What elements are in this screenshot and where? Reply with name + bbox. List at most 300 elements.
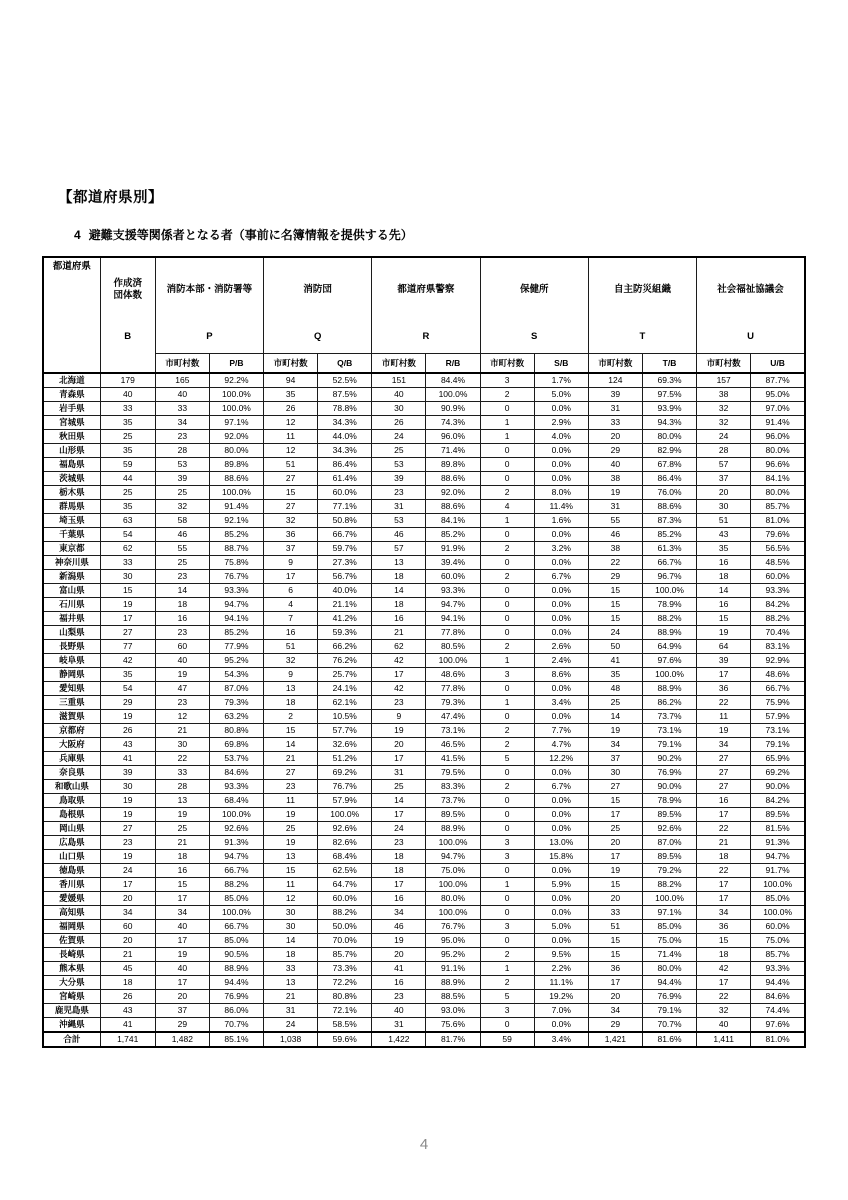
value-cell: 0 [480, 527, 534, 541]
value-cell: 91.4% [209, 499, 263, 513]
value-cell: 25 [155, 485, 209, 499]
prefecture-name: 北海道 [43, 373, 100, 388]
table-row [43, 1003, 805, 1017]
value-cell: 32.6% [318, 737, 372, 751]
value-cell: 0 [480, 891, 534, 905]
value-cell: 92.0% [426, 485, 480, 499]
value-cell: 20 [588, 835, 642, 849]
value-cell: 24 [372, 429, 426, 443]
prefecture-name: 東京都 [43, 541, 100, 555]
table-row [43, 541, 805, 555]
value-cell: 18 [372, 597, 426, 611]
value-cell: 28 [155, 779, 209, 793]
value-cell: 95.0% [426, 933, 480, 947]
value-cell: 42 [100, 653, 155, 667]
value-cell: 9.5% [534, 947, 588, 961]
value-cell: 88.6% [426, 471, 480, 485]
value-cell: 100.0% [209, 807, 263, 821]
value-cell: 11 [264, 877, 318, 891]
value-cell: 1,421 [588, 1032, 642, 1047]
heading-number: 4 [74, 228, 81, 242]
table-row [43, 751, 805, 765]
prefecture-name: 和歌山県 [43, 779, 100, 793]
value-cell: 75.0% [426, 863, 480, 877]
value-cell: 42 [372, 653, 426, 667]
value-cell: 33 [155, 401, 209, 415]
table-row [43, 821, 805, 835]
value-cell: 18 [155, 597, 209, 611]
prefecture-name: 岐阜県 [43, 653, 100, 667]
value-cell: 29 [588, 1017, 642, 1032]
value-cell: 39 [155, 471, 209, 485]
value-cell: 21 [264, 751, 318, 765]
value-cell: 51.2% [318, 751, 372, 765]
value-cell: 0.0% [534, 457, 588, 471]
value-cell: 0 [480, 821, 534, 835]
table-row [43, 639, 805, 653]
value-cell: 15 [588, 597, 642, 611]
value-cell: 88.5% [426, 989, 480, 1003]
table-row [43, 863, 805, 877]
value-cell: 0 [480, 863, 534, 877]
value-cell: 27 [697, 765, 751, 779]
value-cell: 84.4% [426, 373, 480, 388]
value-cell: 93.3% [426, 583, 480, 597]
value-cell: 66.7% [642, 555, 696, 569]
prefecture-name: 山口県 [43, 849, 100, 863]
value-cell: 80.8% [318, 989, 372, 1003]
value-cell: 5.0% [534, 919, 588, 933]
value-cell: 76.7% [209, 569, 263, 583]
value-cell: 93.9% [642, 401, 696, 415]
prefecture-name: 広島県 [43, 835, 100, 849]
value-cell: 16 [155, 611, 209, 625]
value-cell: 2.2% [534, 961, 588, 975]
value-cell: 43 [100, 1003, 155, 1017]
value-cell: 151 [372, 373, 426, 388]
value-cell: 1 [480, 513, 534, 527]
value-cell: 40 [155, 653, 209, 667]
value-cell: 1,482 [155, 1032, 209, 1047]
value-cell: 15 [697, 933, 751, 947]
value-cell: 100.0% [318, 807, 372, 821]
value-cell: 35 [588, 667, 642, 681]
value-cell: 40 [155, 387, 209, 401]
table-row [43, 905, 805, 919]
table-row [43, 513, 805, 527]
value-cell: 19 [588, 723, 642, 737]
value-cell: 6 [264, 583, 318, 597]
value-cell: 0.0% [534, 597, 588, 611]
b-label-line1: 作成済 [113, 278, 142, 290]
value-cell: 11 [264, 429, 318, 443]
value-cell: 13 [264, 681, 318, 695]
value-cell: 71.4% [642, 947, 696, 961]
table-row [43, 625, 805, 639]
value-cell: 95.0% [751, 387, 805, 401]
subheader-municipalities: 市町村数 [480, 354, 534, 373]
value-cell: 20 [100, 933, 155, 947]
value-cell: 41 [372, 961, 426, 975]
value-cell: 0 [480, 471, 534, 485]
group-header-fire-brigade: 消防団 Q [264, 257, 372, 354]
value-cell: 58 [155, 513, 209, 527]
value-cell: 3.4% [534, 695, 588, 709]
value-cell: 51 [697, 513, 751, 527]
value-cell: 2 [264, 709, 318, 723]
value-cell: 60.0% [318, 891, 372, 905]
value-cell: 72.2% [318, 975, 372, 989]
value-cell: 94.1% [209, 611, 263, 625]
value-cell: 17 [372, 751, 426, 765]
value-cell: 35 [264, 387, 318, 401]
prefecture-name: 福岡県 [43, 919, 100, 933]
value-cell: 17 [588, 807, 642, 821]
value-cell: 0 [480, 793, 534, 807]
value-cell: 23 [155, 569, 209, 583]
table-row [43, 933, 805, 947]
value-cell: 23 [264, 779, 318, 793]
value-cell: 11 [697, 709, 751, 723]
value-cell: 79.6% [751, 527, 805, 541]
value-cell: 39 [588, 387, 642, 401]
value-cell: 2.9% [534, 415, 588, 429]
value-cell: 80.8% [209, 723, 263, 737]
value-cell: 34.3% [318, 415, 372, 429]
table-row [43, 443, 805, 457]
value-cell: 100.0% [426, 387, 480, 401]
value-cell: 90.0% [642, 779, 696, 793]
value-cell: 41 [100, 1017, 155, 1032]
prefecture-name: 鳥取県 [43, 793, 100, 807]
value-cell: 33 [100, 401, 155, 415]
value-cell: 0.0% [534, 625, 588, 639]
value-cell: 15 [588, 583, 642, 597]
prefecture-name: 徳島県 [43, 863, 100, 877]
value-cell: 40 [100, 387, 155, 401]
value-cell: 46.5% [426, 737, 480, 751]
value-cell: 40 [372, 1003, 426, 1017]
value-cell: 2 [480, 541, 534, 555]
value-cell: 27 [264, 499, 318, 513]
value-cell: 78.9% [642, 793, 696, 807]
value-cell: 0.0% [534, 555, 588, 569]
value-cell: 97.5% [642, 387, 696, 401]
value-cell: 88.9% [426, 821, 480, 835]
value-cell: 38 [588, 541, 642, 555]
value-cell: 80.0% [209, 443, 263, 457]
table-row [43, 611, 805, 625]
value-cell: 88.2% [209, 877, 263, 891]
value-cell: 1.7% [534, 373, 588, 388]
value-cell: 0 [480, 681, 534, 695]
value-cell: 48.6% [426, 667, 480, 681]
value-cell: 83.3% [426, 779, 480, 793]
value-cell: 31 [372, 499, 426, 513]
prefecture-table [42, 256, 806, 1048]
value-cell: 42 [372, 681, 426, 695]
value-cell: 74.4% [751, 1003, 805, 1017]
value-cell: 88.2% [642, 611, 696, 625]
value-cell: 39 [100, 765, 155, 779]
value-cell: 79.1% [642, 737, 696, 751]
value-cell: 20 [588, 891, 642, 905]
value-cell: 34 [155, 905, 209, 919]
value-cell: 70.7% [642, 1017, 696, 1032]
value-cell: 39 [372, 471, 426, 485]
value-cell: 0 [480, 583, 534, 597]
value-cell: 0.0% [534, 443, 588, 457]
value-cell: 14 [372, 793, 426, 807]
prefecture-name: 島根県 [43, 807, 100, 821]
value-cell: 74.3% [426, 415, 480, 429]
value-cell: 15 [264, 485, 318, 499]
value-cell: 81.6% [642, 1032, 696, 1047]
value-cell: 94.3% [642, 415, 696, 429]
value-cell: 77.1% [318, 499, 372, 513]
value-cell: 62 [100, 541, 155, 555]
value-cell: 179 [100, 373, 155, 388]
value-cell: 88.9% [642, 625, 696, 639]
value-cell: 31 [264, 1003, 318, 1017]
value-cell: 23 [100, 835, 155, 849]
value-cell: 0 [480, 611, 534, 625]
value-cell: 0 [480, 709, 534, 723]
value-cell: 100.0% [209, 485, 263, 499]
group-header-welfare-council: 社会福祉協議会 U [697, 257, 805, 354]
value-cell: 0 [480, 555, 534, 569]
value-cell: 90.0% [751, 779, 805, 793]
table-row [43, 387, 805, 401]
value-cell: 0.0% [534, 793, 588, 807]
value-cell: 100.0% [426, 835, 480, 849]
value-cell: 60.0% [751, 569, 805, 583]
value-cell: 0 [480, 443, 534, 457]
table-row [43, 457, 805, 471]
prefecture-name: 福島県 [43, 457, 100, 471]
subheader-municipalities: 市町村数 [588, 354, 642, 373]
value-cell: 17 [697, 877, 751, 891]
value-cell: 0.0% [534, 807, 588, 821]
prefecture-name: 長崎県 [43, 947, 100, 961]
value-cell: 32 [697, 401, 751, 415]
value-cell: 96.0% [426, 429, 480, 443]
value-cell: 64.9% [642, 639, 696, 653]
value-cell: 64.7% [318, 877, 372, 891]
value-cell: 24 [697, 429, 751, 443]
value-cell: 41.2% [318, 611, 372, 625]
value-cell: 3 [480, 1003, 534, 1017]
prefecture-name: 三重県 [43, 695, 100, 709]
total-row [43, 1032, 805, 1047]
value-cell: 17 [155, 891, 209, 905]
value-cell: 57 [372, 541, 426, 555]
value-cell: 22 [697, 989, 751, 1003]
value-cell: 9 [372, 709, 426, 723]
group-header-health-center: 保健所 S [480, 257, 588, 354]
value-cell: 32 [697, 415, 751, 429]
value-cell: 26 [372, 415, 426, 429]
value-cell: 63.2% [209, 709, 263, 723]
value-cell: 78.8% [318, 401, 372, 415]
value-cell: 24 [264, 1017, 318, 1032]
value-cell: 84.2% [751, 597, 805, 611]
value-cell: 85.2% [209, 625, 263, 639]
value-cell: 25 [588, 821, 642, 835]
prefecture-name: 宮崎県 [43, 989, 100, 1003]
value-cell: 59 [100, 457, 155, 471]
value-cell: 40 [588, 457, 642, 471]
value-cell: 81.5% [751, 821, 805, 835]
prefecture-name: 長野県 [43, 639, 100, 653]
table-row [43, 415, 805, 429]
value-cell: 20 [697, 485, 751, 499]
value-cell: 69.8% [209, 737, 263, 751]
value-cell: 14 [264, 737, 318, 751]
heading-text: 避難支援等関係者となる者（事前に名簿情報を提供する先） [88, 228, 413, 242]
value-cell: 73.7% [426, 793, 480, 807]
prefecture-name: 茨城県 [43, 471, 100, 485]
value-cell: 0.0% [534, 611, 588, 625]
value-cell: 77.8% [426, 681, 480, 695]
value-cell: 89.5% [642, 807, 696, 821]
value-cell: 4 [264, 597, 318, 611]
prefecture-name: 沖縄県 [43, 1017, 100, 1032]
prefecture-name: 大阪府 [43, 737, 100, 751]
prefecture-name: 鹿児島県 [43, 1003, 100, 1017]
value-cell: 48 [588, 681, 642, 695]
value-cell: 0.0% [534, 681, 588, 695]
value-cell: 85.7% [751, 499, 805, 513]
value-cell: 3 [480, 849, 534, 863]
prefecture-name: 大分県 [43, 975, 100, 989]
value-cell: 0 [480, 905, 534, 919]
value-cell: 84.2% [751, 793, 805, 807]
value-cell: 85.0% [209, 933, 263, 947]
value-cell: 0 [480, 933, 534, 947]
value-cell: 75.0% [642, 933, 696, 947]
value-cell: 73.1% [751, 723, 805, 737]
value-cell: 77.9% [209, 639, 263, 653]
value-cell: 94.7% [209, 849, 263, 863]
value-cell: 25 [100, 429, 155, 443]
value-cell: 61.3% [642, 541, 696, 555]
value-cell: 34 [155, 415, 209, 429]
value-cell: 50 [588, 639, 642, 653]
value-cell: 33 [588, 905, 642, 919]
value-cell: 19 [697, 625, 751, 639]
value-cell: 10.5% [318, 709, 372, 723]
prefecture-name: 福井県 [43, 611, 100, 625]
value-cell: 27 [588, 779, 642, 793]
value-cell: 0.0% [534, 863, 588, 877]
value-cell: 2 [480, 387, 534, 401]
table-row [43, 527, 805, 541]
value-cell: 89.8% [426, 457, 480, 471]
value-cell: 24 [100, 863, 155, 877]
value-cell: 31 [588, 401, 642, 415]
value-cell: 27.3% [318, 555, 372, 569]
value-cell: 17 [155, 975, 209, 989]
value-cell: 14 [697, 583, 751, 597]
value-cell: 75.9% [751, 695, 805, 709]
value-cell: 35 [100, 667, 155, 681]
value-cell: 2.6% [534, 639, 588, 653]
value-cell: 21 [155, 835, 209, 849]
value-cell: 92.6% [642, 821, 696, 835]
value-cell: 78.9% [642, 597, 696, 611]
value-cell: 79.2% [642, 863, 696, 877]
value-cell: 93.3% [209, 583, 263, 597]
value-cell: 70.0% [318, 933, 372, 947]
value-cell: 34 [372, 905, 426, 919]
value-cell: 53.7% [209, 751, 263, 765]
value-cell: 19 [100, 709, 155, 723]
value-cell: 27 [264, 471, 318, 485]
subheader-ratio: Q/B [318, 354, 372, 373]
value-cell: 86.2% [642, 695, 696, 709]
table-row [43, 807, 805, 821]
value-cell: 35 [100, 443, 155, 457]
value-cell: 1 [480, 653, 534, 667]
value-cell: 19 [155, 807, 209, 821]
value-cell: 18 [697, 849, 751, 863]
value-cell: 94.7% [751, 849, 805, 863]
page-number: 4 [419, 1136, 429, 1153]
value-cell: 76.7% [426, 919, 480, 933]
value-cell: 91.7% [751, 863, 805, 877]
value-cell: 19 [588, 485, 642, 499]
value-cell: 15.8% [534, 849, 588, 863]
value-cell: 25 [588, 695, 642, 709]
value-cell: 33 [264, 961, 318, 975]
value-cell: 66.2% [318, 639, 372, 653]
value-cell: 28 [155, 443, 209, 457]
table-heading [74, 226, 413, 243]
value-cell: 87.3% [642, 513, 696, 527]
value-cell: 13 [155, 793, 209, 807]
value-cell: 34 [588, 1003, 642, 1017]
value-cell: 29 [588, 569, 642, 583]
value-cell: 1.6% [534, 513, 588, 527]
prefecture-name: 岡山県 [43, 821, 100, 835]
prefecture-name: 埼玉県 [43, 513, 100, 527]
value-cell: 76.0% [642, 485, 696, 499]
value-cell: 80.0% [751, 485, 805, 499]
total-label: 合計 [43, 1032, 100, 1047]
value-cell: 20 [372, 947, 426, 961]
value-cell: 66.7% [209, 863, 263, 877]
value-cell: 15 [588, 611, 642, 625]
value-cell: 0 [480, 807, 534, 821]
value-cell: 19 [100, 807, 155, 821]
value-cell: 27 [697, 779, 751, 793]
value-cell: 56.5% [751, 541, 805, 555]
value-cell: 54 [100, 527, 155, 541]
value-cell: 88.7% [209, 541, 263, 555]
value-cell: 37 [588, 751, 642, 765]
subheader-ratio: T/B [642, 354, 696, 373]
value-cell: 11.4% [534, 499, 588, 513]
table-row [43, 849, 805, 863]
value-cell: 12 [264, 415, 318, 429]
prefecture-name: 熊本県 [43, 961, 100, 975]
prefecture-name: 愛知県 [43, 681, 100, 695]
value-cell: 1,038 [264, 1032, 318, 1047]
value-cell: 25 [100, 485, 155, 499]
value-cell: 91.3% [209, 835, 263, 849]
value-cell: 45 [100, 961, 155, 975]
